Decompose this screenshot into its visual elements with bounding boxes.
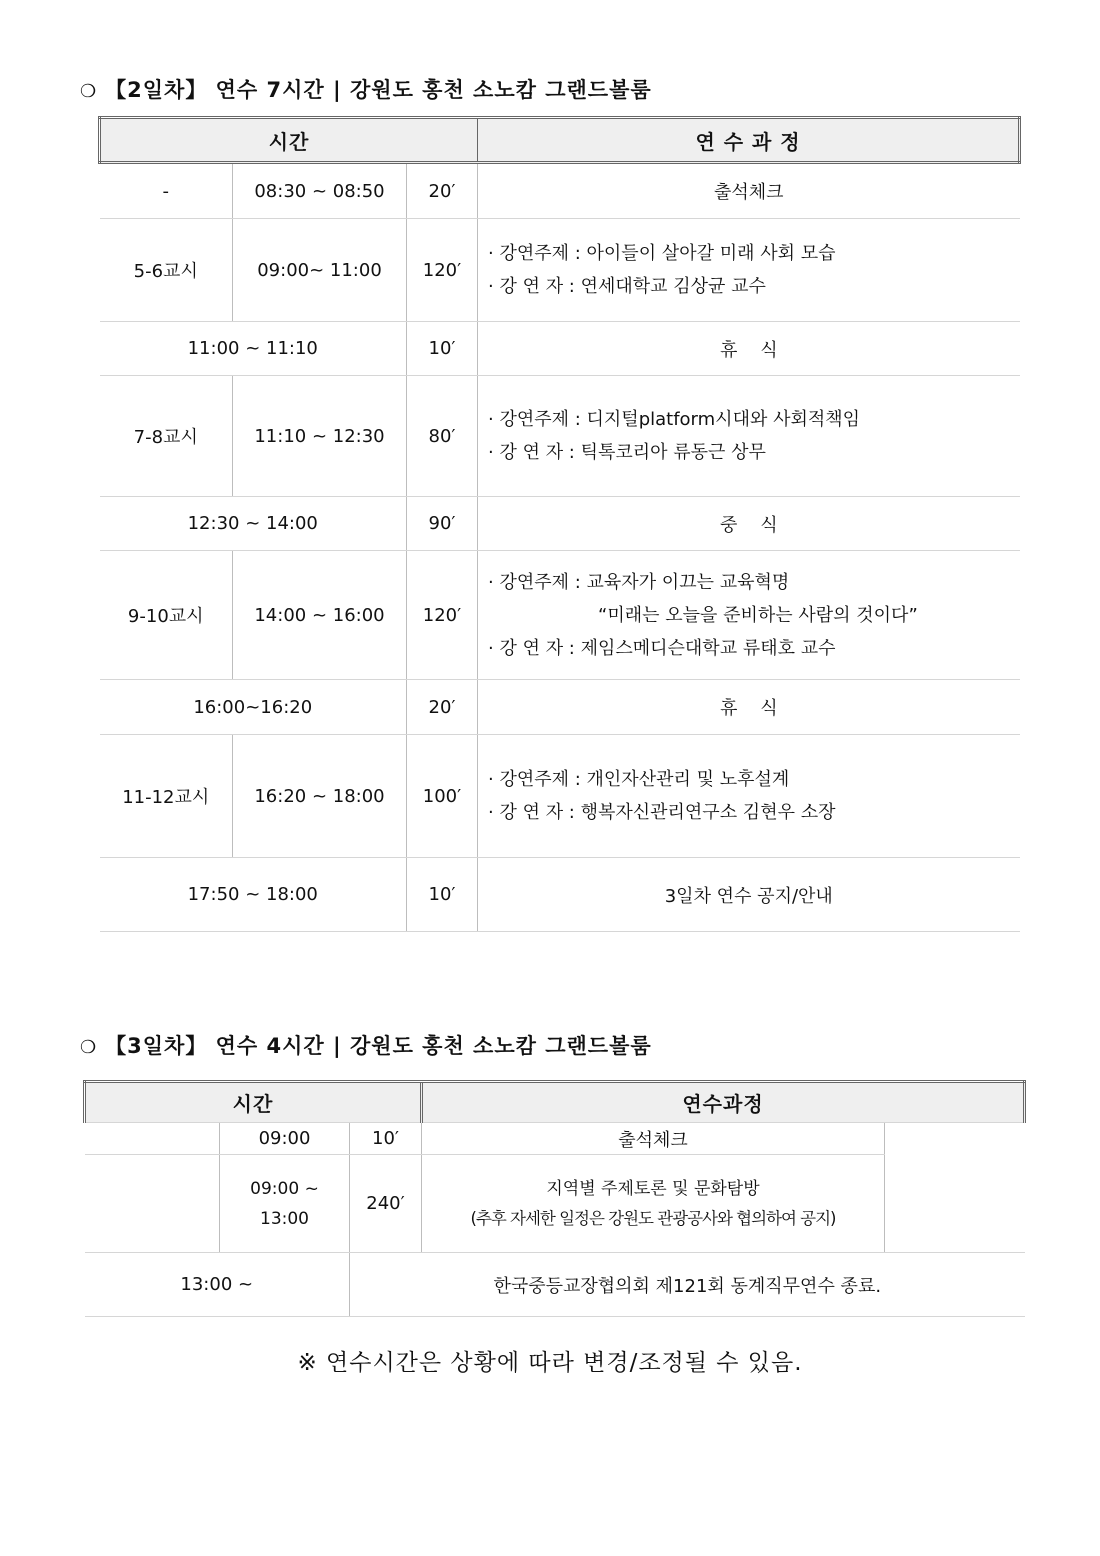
duration-cell: 20′ <box>407 680 478 735</box>
lecture-speaker: · 강 연 자 : 제임스메디슨대학교 류태호 교수 <box>488 637 836 659</box>
duration-cell: 90′ <box>407 497 478 551</box>
duration-cell: 100′ <box>407 735 478 858</box>
lecture-topic: · 강연주제 : 개인자산관리 및 노후설계 <box>488 769 790 790</box>
time-end: 13:00 <box>260 1208 309 1229</box>
table-row <box>100 219 1020 322</box>
lecture-description <box>478 551 1020 680</box>
day2-schedule-table <box>98 116 1021 932</box>
table-header <box>100 118 1020 163</box>
day3-schedule-table <box>83 1080 1026 1317</box>
schedule-change-note: ※ 연수시간은 상황에 따라 변경/조정될 수 있음. <box>297 1350 803 1376</box>
header-course: 연 수 과 정 <box>478 118 1020 163</box>
header-time: 시간 <box>85 1082 422 1123</box>
table-row <box>100 322 1020 376</box>
content-cell: 휴 식 <box>478 680 1020 735</box>
time-cell: 16:00~16:20 <box>100 680 407 735</box>
time-cell: 12:30 ~ 14:00 <box>100 497 407 551</box>
lecture-topic: · 강연주제 : 교육자가 이끄는 교육혁명 <box>488 571 790 593</box>
header-time: 시간 <box>100 118 478 163</box>
content-cell: 휴 식 <box>478 322 1020 376</box>
time-cell: 16:20 ~ 18:00 <box>233 735 407 858</box>
duration-cell: 10′ <box>350 1123 422 1155</box>
table-row <box>100 376 1020 497</box>
time-cell: 09:00 <box>220 1123 350 1155</box>
duration-cell: 120′ <box>407 551 478 680</box>
table-row <box>85 1253 1025 1317</box>
empty-cell <box>885 1123 1025 1253</box>
table-row <box>100 163 1020 219</box>
time-cell: 17:50 ~ 18:00 <box>100 858 407 932</box>
period-cell: - <box>100 163 233 219</box>
day2-title: ❍ 【2일차】 연수 7시간 | 강원도 홍천 소노캄 그랜드볼룸 <box>80 78 652 102</box>
lecture-speaker: · 강 연 자 : 행복자신관리연구소 김현우 소장 <box>488 802 836 823</box>
duration-cell: 20′ <box>407 163 478 219</box>
time-cell: 11:10 ~ 12:30 <box>233 376 407 497</box>
time-cell: 08:30 ~ 08:50 <box>233 163 407 219</box>
period-cell <box>85 1123 220 1155</box>
table-header <box>85 1082 1025 1123</box>
lecture-quote: “미래는 오늘을 준비하는 사람의 것이다” <box>598 604 918 626</box>
content-cell <box>422 1155 885 1253</box>
lecture-speaker: · 강 연 자 : 연세대학교 김상균 교수 <box>488 276 766 297</box>
day3-title: ❍ 【3일차】 연수 4시간 | 강원도 홍천 소노캄 그랜드볼룸 <box>80 1034 652 1058</box>
circle-bullet-icon: ❍ <box>80 1037 98 1058</box>
circle-bullet-icon: ❍ <box>80 81 98 102</box>
lecture-speaker: · 강 연 자 : 틱톡코리아 류동근 상무 <box>488 442 766 463</box>
time-cell <box>220 1155 350 1253</box>
duration-cell: 120′ <box>407 219 478 322</box>
duration-cell: 10′ <box>407 322 478 376</box>
duration-cell: 80′ <box>407 376 478 497</box>
period-cell <box>85 1155 220 1253</box>
header-course: 연수과정 <box>422 1082 1025 1123</box>
time-cell: 14:00 ~ 16:00 <box>233 551 407 680</box>
time-cell: 11:00 ~ 11:10 <box>100 322 407 376</box>
time-start: 09:00 ~ <box>250 1178 319 1199</box>
content-cell: 3일차 연수 공지/안내 <box>478 858 1020 932</box>
table-row <box>100 858 1020 932</box>
lecture-description <box>478 219 1020 322</box>
duration-cell: 240′ <box>350 1155 422 1253</box>
lecture-topic: · 강연주제 : 디지털platform시대와 사회적책임 <box>488 409 861 430</box>
time-cell: 09:00~ 11:00 <box>233 219 407 322</box>
time-cell: 13:00 ~ <box>85 1253 350 1317</box>
content-cell: 한국중등교장협의회 제121회 동계직무연수 종료. <box>350 1253 1025 1317</box>
duration-cell: 10′ <box>407 858 478 932</box>
table-row <box>85 1155 1025 1253</box>
table-row <box>100 735 1020 858</box>
activity-note: (추후 자세한 일정은 강원도 관광공사와 협의하여 공지) <box>470 1208 836 1228</box>
period-cell: 7-8교시 <box>100 376 233 497</box>
period-cell: 11-12교시 <box>100 735 233 858</box>
lecture-description <box>478 735 1020 858</box>
table-row <box>100 551 1020 680</box>
content-cell: 중 식 <box>478 497 1020 551</box>
lecture-description <box>478 376 1020 497</box>
lecture-topic: · 강연주제 : 아이들이 살아갈 미래 사회 모습 <box>488 243 836 264</box>
content-cell: 출석체크 <box>478 163 1020 219</box>
activity-title: 지역별 주제토론 및 문화탐방 <box>546 1178 760 1199</box>
table-row <box>85 1123 1025 1155</box>
content-cell: 출석체크 <box>422 1123 885 1155</box>
period-cell: 9-10교시 <box>100 551 233 680</box>
table-row <box>100 680 1020 735</box>
period-cell: 5-6교시 <box>100 219 233 322</box>
table-row <box>100 497 1020 551</box>
